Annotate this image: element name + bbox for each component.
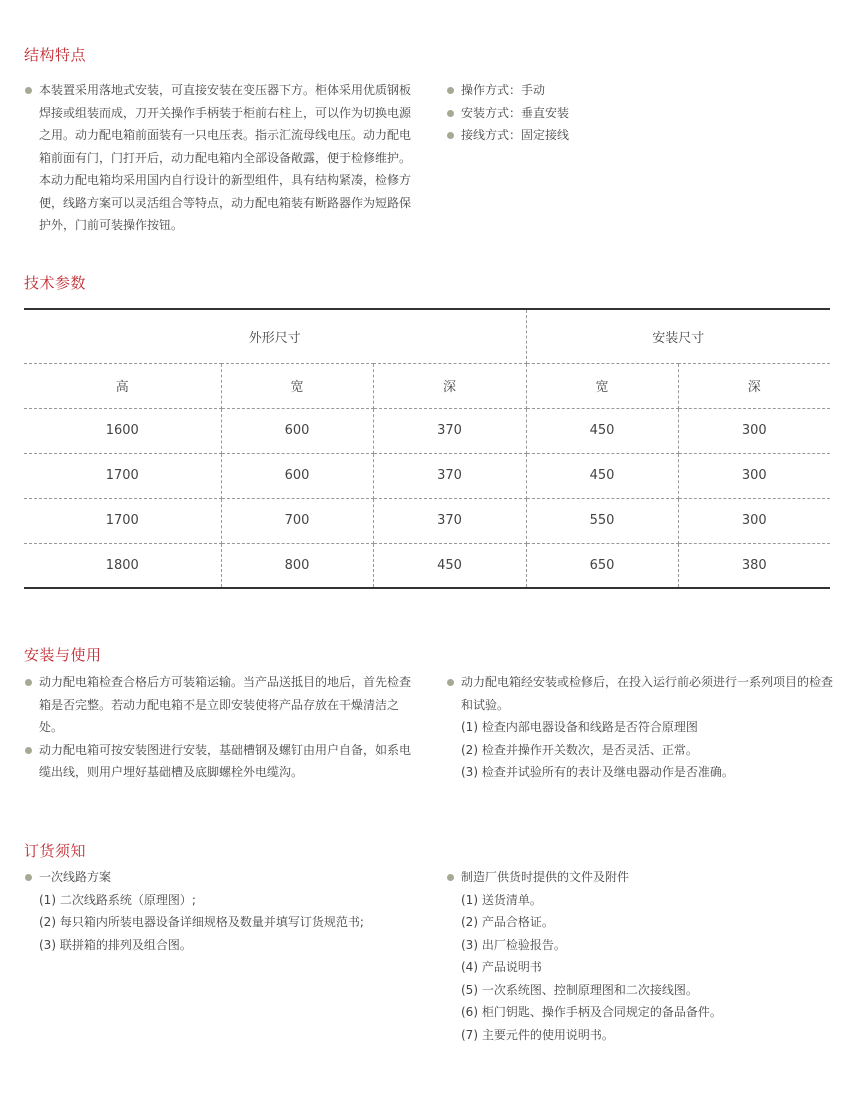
- table-cell: 300: [678, 408, 830, 453]
- table-cell: 380: [678, 543, 830, 588]
- table-cell: 370: [373, 453, 526, 498]
- order-right-column: [446, 866, 836, 1046]
- install-testing-note: 动力配电箱经安装或检修后，在投入运行前必须进行一系列项目的检查和试验。: [446, 671, 836, 716]
- wiring-mode: 接线方式：固定接线: [446, 124, 830, 147]
- operation-mode: 操作方式：手动: [446, 79, 830, 102]
- section-title-structure: 结构特点: [24, 46, 87, 64]
- group-header-install-size: 安装尺寸: [526, 309, 830, 363]
- table-row: [24, 543, 830, 588]
- table-cell: 800: [221, 543, 373, 588]
- install-inspection-note: 动力配电箱检查合格后方可装箱运输。当产品送抵目的地后，首先检查箱是否完整。若动力配电箱不是立即安装使将产品存放在干燥清洁之处。: [24, 671, 416, 739]
- list-item: (4) 产品说明书: [461, 960, 542, 974]
- table-cell: 370: [373, 498, 526, 543]
- table-cell: 600: [221, 453, 373, 498]
- installation-mode: 安装方式：垂直安装: [446, 102, 830, 125]
- list-item: (1) 送货清单。: [461, 892, 542, 907]
- section-title-tech: 技术参数: [24, 274, 87, 292]
- list-item: (6) 柜门钥匙、操作手柄及合同规定的备品备件。: [461, 1005, 722, 1019]
- col-header-install-depth: 深: [678, 363, 830, 408]
- table-cell: 1700: [24, 498, 221, 543]
- install-left-column: [24, 671, 416, 784]
- table-cell: 450: [526, 408, 678, 453]
- group-header-outer-size: 外形尺寸: [24, 309, 526, 363]
- list-item: (5) 一次系统图、控制原理图和二次接线图。: [461, 982, 698, 997]
- install-mounting-note: 动力配电箱可按安装图进行安装，基础槽钢及螺钉由用户自备，如系电缆出线，则用户埋好基础槽及底脚螺栓外电缆沟。: [24, 739, 416, 784]
- section-title-install: 安装与使用: [24, 646, 102, 664]
- table-cell: 600: [221, 408, 373, 453]
- table-cell: 1600: [24, 408, 221, 453]
- table-header-row: [24, 363, 830, 408]
- col-header-install-width: 宽: [526, 363, 678, 408]
- structure-right-column: [446, 79, 830, 147]
- table-cell: 450: [526, 453, 678, 498]
- table-row: [24, 498, 830, 543]
- table-row: [24, 453, 830, 498]
- table-cell: 650: [526, 543, 678, 588]
- spec-table: [24, 308, 830, 589]
- table-cell: 700: [221, 498, 373, 543]
- table-group-header-row: [24, 309, 830, 363]
- structure-left-column: [24, 79, 416, 237]
- list-item: (7) 主要元件的使用说明书。: [461, 1027, 614, 1042]
- list-item: (2) 产品合格证。: [461, 915, 554, 929]
- list-item: (1) 检查内部电器设备和线路是否符合原理图: [461, 720, 698, 734]
- order-circuit-plan: 一次线路方案: [24, 866, 434, 889]
- table-cell: 370: [373, 408, 526, 453]
- table-cell: 1800: [24, 543, 221, 588]
- table-cell: 300: [678, 498, 830, 543]
- table-cell: 450: [373, 543, 526, 588]
- structure-description: 本装置采用落地式安装，可直接安装在变压器下方。柜体采用优质钢板焊接或组装而成，刀开关操作手柄装于柜前右柱上，可以作为切换电源之用。动力配电箱前面装有一只电压表。指示汇流母线电压。动力配电箱前面有门，门打开后，动力配电箱内全部设备敞露，便于检修维护。本动力配电箱均采用国内自行设计的新型组件，具有结构紧凑，检修方便，线路方案可以灵活组合等特点，动力配电箱装有断路器作为短路保护外，门前可装操作按钮。: [24, 79, 416, 237]
- order-delivery-documents: 制造厂供货时提供的文件及附件: [446, 866, 836, 889]
- table-cell: 550: [526, 498, 678, 543]
- list-item: (3) 出厂检验报告。: [461, 937, 566, 952]
- col-header-depth: 深: [373, 363, 526, 408]
- table-row: [24, 408, 830, 453]
- section-title-order: 订货须知: [24, 842, 87, 860]
- col-header-width: 宽: [221, 363, 373, 408]
- order-left-column: [24, 866, 434, 956]
- list-item: (2) 检查并操作开关数次，是否灵活、正常。: [461, 742, 698, 757]
- install-right-column: [446, 671, 836, 784]
- list-item: (1) 二次线路系统（原理图）;: [39, 892, 196, 907]
- list-item: (2) 每只箱内所装电器设备详细规格及数量并填写订货规范书;: [39, 915, 364, 929]
- col-header-height: 高: [24, 363, 221, 408]
- table-cell: 1700: [24, 453, 221, 498]
- table-cell: 300: [678, 453, 830, 498]
- list-item: (3) 检查并试验所有的表计及继电器动作是否准确。: [461, 765, 734, 779]
- list-item: (3) 联拼箱的排列及组合图。: [39, 937, 192, 952]
